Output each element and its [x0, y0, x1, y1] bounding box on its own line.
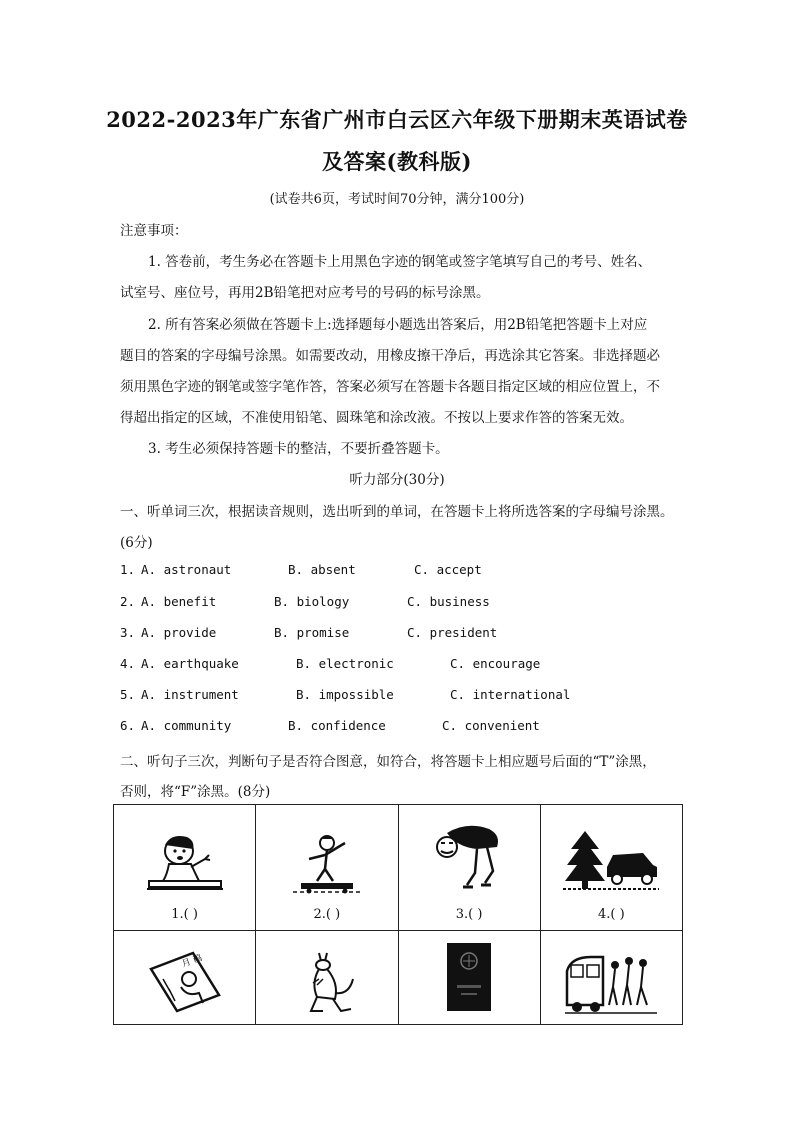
magazine-cover-text: 月 稿: [180, 953, 204, 970]
picture-row-2: [114, 931, 683, 1025]
doc-title-line1: 2022-2023年广东省广州市白云区六年级下册期末英语试卷: [106, 107, 688, 132]
doc-title-line2: 及答案(教科版): [322, 149, 472, 174]
question-number: 5.: [120, 687, 136, 702]
passport-icon: [445, 941, 493, 1013]
item-label-1: 1.( ): [171, 907, 198, 922]
picture-cell-1: [114, 805, 256, 931]
picture-cell-3: [398, 805, 540, 931]
person-bending-icon: [427, 819, 511, 893]
tree-and-car-icon: [561, 827, 661, 891]
picture-cell-4: [540, 805, 682, 931]
option-b: B. confidence: [288, 718, 386, 733]
option-a: A. earthquake: [141, 656, 239, 671]
picture-cell-6: [256, 931, 398, 1025]
notice-item-1-line1: 1. 答卷前，考生务必在答题卡上用黑色字迹的钢笔或签字笔填写自己的考号、姓名、: [148, 254, 652, 270]
part1-instruction-line1: 一、听单词三次，根据读音规则，选出听到的单词，在答题卡上将所选答案的字母编号涂黑。: [120, 504, 674, 520]
option-b: B. absent: [288, 562, 356, 577]
item-label-4: 4.( ): [598, 907, 625, 922]
part2-instruction-line1: 二、听句子三次，判断句子是否符合图意，如符合，将答题卡上相应题号后面的“T”涂黑，: [120, 754, 656, 770]
option-a: A. benefit: [141, 594, 217, 609]
bus-and-people-icon: [563, 951, 659, 1017]
notice-item-2-line4: 得超出指定的区域，不准使用铅笔、圆珠笔和涂改液。不按以上要求作答的答案无效。: [120, 410, 633, 426]
kangaroo-icon: [297, 949, 357, 1015]
question-number: 4.: [120, 656, 136, 671]
picture-row-1: [114, 805, 683, 931]
notice-item-3: 3. 考生必须保持答题卡的整洁，不要折叠答题卡。: [148, 441, 449, 457]
picture-cell-8: [540, 931, 682, 1025]
part2-instruction-line2: 否则，将“F”涂黑。(8分): [120, 784, 271, 800]
option-b: B. promise: [274, 625, 350, 640]
picture-cell-2: [256, 805, 398, 931]
option-c: C. international: [450, 687, 571, 702]
magazine-cover-icon: [145, 949, 225, 1015]
girl-talking-icon: [143, 831, 227, 895]
option-c: C. convenient: [442, 718, 540, 733]
option-a: A. provide: [141, 625, 217, 640]
option-b: B. electronic: [296, 656, 394, 671]
question-number: 1.: [120, 562, 136, 577]
notice-item-2-line1: 2. 所有答案必须做在答题卡上:选择题每小题选出答案后，用2B铅笔把答题卡上对应: [148, 317, 648, 333]
notice-item-1-line2: 试室号、座位号，再用2B铅笔把对应考号的号码的标号涂黑。: [120, 285, 490, 301]
option-b: B. biology: [274, 594, 350, 609]
picture-cell-5: [114, 931, 256, 1025]
option-c: C. business: [407, 594, 490, 609]
child-skateboard-icon: [285, 829, 369, 895]
option-a: A. community: [141, 718, 232, 733]
section-listening-heading: 听力部分(30分): [349, 472, 445, 488]
item-label-2: 2.( ): [313, 907, 341, 922]
picture-cell-7: [398, 931, 540, 1025]
picture-table: [113, 804, 683, 1025]
option-a: A. astronaut: [141, 562, 232, 577]
question-number: 2.: [120, 594, 136, 609]
option-b: B. impossible: [296, 687, 394, 702]
option-c: C. president: [407, 625, 498, 640]
notice-item-2-line2: 题目的答案的字母编号涂黑。如需要改动，用橡皮擦干净后，再选涂其它答案。非选择题必: [120, 348, 660, 364]
part1-instruction-line2: (6分): [120, 535, 153, 551]
question-number: 3.: [120, 625, 136, 640]
item-label-3: 3.( ): [455, 907, 483, 922]
option-c: C. encourage: [450, 656, 541, 671]
option-c: C. accept: [414, 562, 482, 577]
notice-item-2-line3: 须用黑色字迹的钢笔或签字笔作答，答案必须写在答题卡各题目指定区域的相应位置上，不: [120, 379, 660, 395]
option-a: A. instrument: [141, 687, 239, 702]
notice-heading: 注意事项：: [120, 223, 188, 239]
exam-info: (试卷共6页，考试时间70分钟，满分100分): [269, 192, 525, 207]
question-number: 6.: [120, 718, 136, 733]
